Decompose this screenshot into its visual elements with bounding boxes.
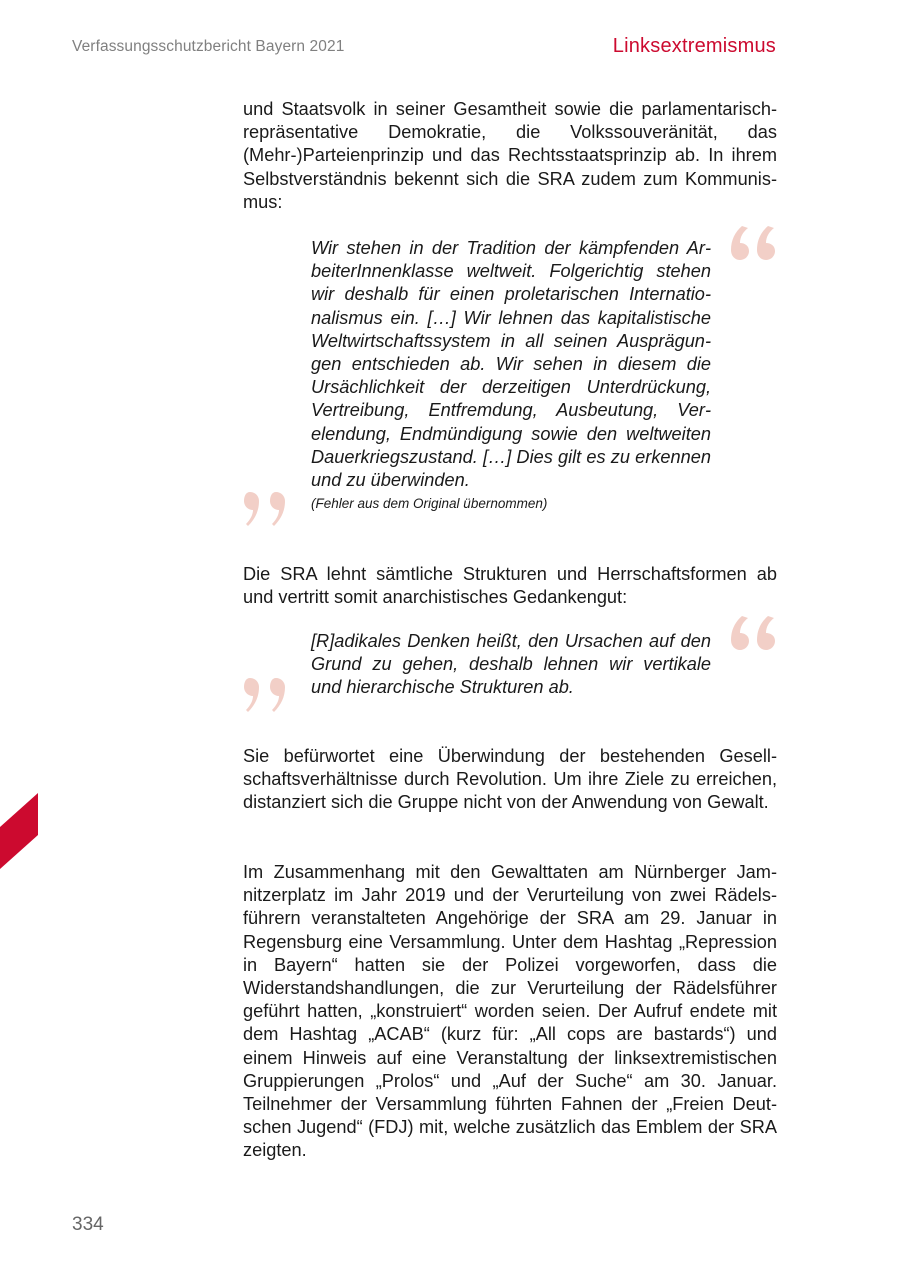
closing-quote-icon [240, 676, 298, 728]
page-number: 334 [72, 1214, 104, 1235]
quote-footnote: (Fehler aus dem Original übernommen) [311, 496, 548, 511]
publication-title: Verfassungsschutzbericht Bayern 2021 [72, 38, 345, 55]
closing-quote-icon [240, 490, 298, 542]
opening-quote-icon [728, 612, 786, 664]
section-marker-tab [0, 793, 38, 869]
quote-communism: Wir stehen in der Tradition der kämpfenden ArbeiterInnenklasse weltweit. Folgerichtig stehen wir deshalb für einen proletarischen Internationalismus ein. […] Wir lehnen das kapitalistische Weltwirtschaftssystem in all seinen Ausprägungen entschieden ab. Wir sehen in diesem die Ursächlichkeit der derzeitigen Unterdrückung, Vertreibung, Entfremdung, Ausbeutung, Verelendung, Endmündigung sowie den weltweiten Dauerkriegszustand. […] Dies gilt es zu erkennen und zu überwinden. [311, 238, 711, 491]
section-title: Linksextremismus [612, 35, 776, 57]
paragraph-intro: und Staatsvolk in seiner Gesamtheit sowie die parlamentarisch-repräsentative Demokratie, die Volkssouveränität, das (Mehr-)Parteienprinzip und das Rechtsstaatsprinzip ab. In ihrem Selbstverständnis bekennt sich die SRA zudem zum Kommunismus: [243, 99, 777, 212]
quote-radical-thinking: [R]adikales Denken heißt, den Ursachen auf den Grund zu gehen, deshalb lehnen wir vertikale und hierarchische Strukturen ab. [311, 631, 711, 698]
paragraph-revolution: Sie befürwortet eine Überwindung der bestehenden Gesellschaftsverhältnisse durch Revolution. Um ihre Ziele zu erreichen, distanziert sich die Gruppe nicht von der Anwendung von Gewalt. [243, 746, 777, 813]
paragraph-anarchism: Die SRA lehnt sämtliche Strukturen und Herrschaftsformen ab und vertritt somit anarchistisches Gedankengut: [243, 564, 777, 608]
opening-quote-icon [728, 222, 786, 274]
paragraph-regensburg-assembly: Im Zusammenhang mit den Gewalttaten am Nürnberger Jamnitzerplatz im Jahr 2019 und der Verurteilung von zwei Rädelsführern veranstalteten Angehörige der SRA am 29. Januar in Regensburg eine Versammlung. Unter dem Hashtag „Repression in Bayern“ hatten sie der Polizei vorgeworfen, dass die Widerstandshandlungen, die zur Verurteilung der Rädelsführer geführt hatten, „konstruiert“ worden seien. Der Aufruf endete mit dem Hashtag „ACAB“ (kurz für: „All cops are bastards“) und einem Hinweis auf eine Veranstaltung der linksextremistischen Gruppierungen „Prolos“ und „Auf der Suche“ am 30. Januar. Teilnehmer der Versammlung führten Fahnen der „Freien Deutschen Jugend“ (FDJ) mit, welche zusätzlich das Emblem der SRA zeigten. [243, 862, 777, 1161]
